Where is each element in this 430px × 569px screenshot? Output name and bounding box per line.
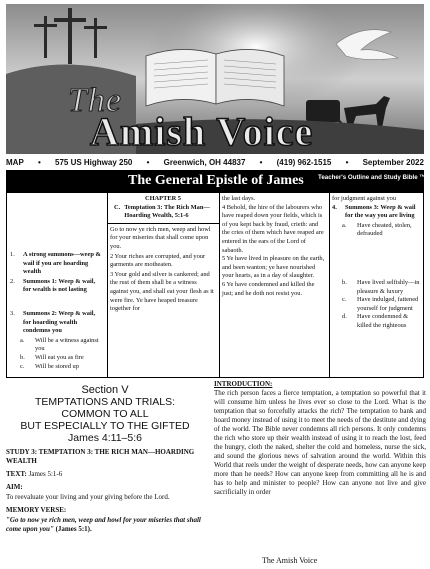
verse-text: 4 Behold, the hire of the labourers who have reaped down your fields, which is of you kept back by fraud, crieth: and the cries of them which have reaped are entered in the ears of the Lord of sabaoth. <box>222 203 324 254</box>
verse-text: the last days. <box>222 195 256 202</box>
outline-item: 3. Summons 2: Weep & wail, for hoarding wealth condemns you <box>10 309 96 335</box>
verse-text: 3 Your gold and silver is cankered; and the rust of them shall be a witness against you, and shall eat your flesh as it were fire. Ye have heaped treasure together for <box>110 270 214 313</box>
scripture-column-2 <box>219 193 330 377</box>
study-label: STUDY 3: TEMPTATION 3: THE RICH MAN—HOARDING WEALTH <box>6 448 195 465</box>
divider <box>107 223 219 224</box>
separator: • <box>259 157 263 167</box>
introduction-body: The rich person faces a fierce temptation, a temptation so powerful that it will consume him unless he lives ever so close to the Lord. What is the temptation that so forcefully attacks the rich? The temptation to bank and hoard money instead of using it to meet the needs of the destitute and dying of the world. The Bible never condemns all rich persons. It only condemns the rich who store up their wealth instead of using it to reach the lost, feed the hungry, cloth the naked, shelter the cold and homeless, nurse the sick, and sound the glorious news of salvation around the world. Within this World that reels under the weight of desperate needs, how can anyone keep more than he needs? How can anyone keep from committing all he is and has to help and minister to people? How can anyone not live and give sacrificially in order <box>214 389 426 496</box>
open-bible-image <box>146 49 284 106</box>
chapter-heading: CHAPTER 5 <box>144 195 182 202</box>
masthead-banner <box>6 4 424 154</box>
outline-continuation: for judgment against you <box>332 195 397 202</box>
epistle-title: The General Epistle of James <box>128 173 304 188</box>
verse-text: 5 Ye have lived in pleasure on the earth, and been wanton; ye have nourished your hearts, as in a day of slaughter. <box>222 255 325 280</box>
separator: • <box>37 157 41 167</box>
info-bar <box>6 156 424 168</box>
verse-text: 2 Your riches are corrupted, and your garments are motheaten. <box>110 252 206 269</box>
separator: • <box>345 157 349 167</box>
outline-subitem: c. Have indulged, fattened yourself for judgment <box>342 296 419 312</box>
issue-date: September 2022 <box>362 157 424 167</box>
masthead-the: The <box>68 82 122 119</box>
introduction <box>214 380 426 566</box>
section-header-bar <box>6 170 424 192</box>
outline-column-right <box>329 193 423 377</box>
study-overview <box>6 384 204 564</box>
outline-item: 1. A strong summons—weep & wail if you are hoarding wealth <box>10 251 101 276</box>
aim-label: AIM: <box>6 483 23 491</box>
outline-subitem: c. Will be stored up <box>20 362 79 370</box>
memory-verse-label: MEMORY VERSE: <box>6 506 67 514</box>
aim-text: To reevaluate your living and your giving before the Lord. <box>6 493 170 501</box>
outline-subitem: a. Will be a witness against you <box>20 336 99 353</box>
outline-subitem: b. Will eat you as fire <box>20 353 84 361</box>
study-bible-label: Teacher's Outline and Study Bible ™ <box>318 174 426 181</box>
map-label: MAP <box>6 157 24 167</box>
footer-publication-name: The Amish Voice <box>262 556 318 565</box>
memory-verse: "Go to now ye rich men, weep and howl for your miseries that shall come upon you" (James 5:1). <box>6 516 201 533</box>
street-address: 575 US Highway 250 <box>55 157 133 167</box>
outline-column-left <box>7 193 108 377</box>
separator: • <box>146 157 150 167</box>
scripture-outline-table <box>6 192 424 378</box>
outline-item: 2. Summons 1: Weep & wail, for wealth is not lasting <box>10 277 96 294</box>
outline-subitem: d. Have condemned & killed the righteous <box>342 313 409 329</box>
temptation-heading: C. Temptation 3: The Rich Man—Hoarding Wealth, 5:1-6 <box>114 203 210 220</box>
outline-subitem: a. Have cheated, stolen, defrauded <box>342 221 412 238</box>
phone-number: (419) 962-1515 <box>276 157 332 167</box>
text-line: TEXT: James 5:1-6 <box>6 470 63 478</box>
outline-subitem: b. Have lived selfishly—in pleasure & luxury <box>342 278 420 295</box>
masthead-title: Amish Voice <box>90 109 314 154</box>
introduction-heading: INTRODUCTION: <box>214 380 273 388</box>
outline-item: 4. Summons 3: Weep & wail for the way you are living <box>332 203 416 220</box>
verse-text: Go to now ye rich men, weep and howl for your miseries that shall come upon you. <box>110 225 211 250</box>
city-address: Greenwich, OH 44837 <box>163 157 246 167</box>
scripture-column-1 <box>107 193 220 377</box>
verse-text: 6 Ye have condemned and killed the just; and he doth not resist you. <box>222 280 315 297</box>
section-title: Section V TEMPTATIONS AND TRIALS: COMMON TO ALL BUT ESPECIALLY TO THE GIFTED James 4:11–5:6 <box>20 384 190 444</box>
